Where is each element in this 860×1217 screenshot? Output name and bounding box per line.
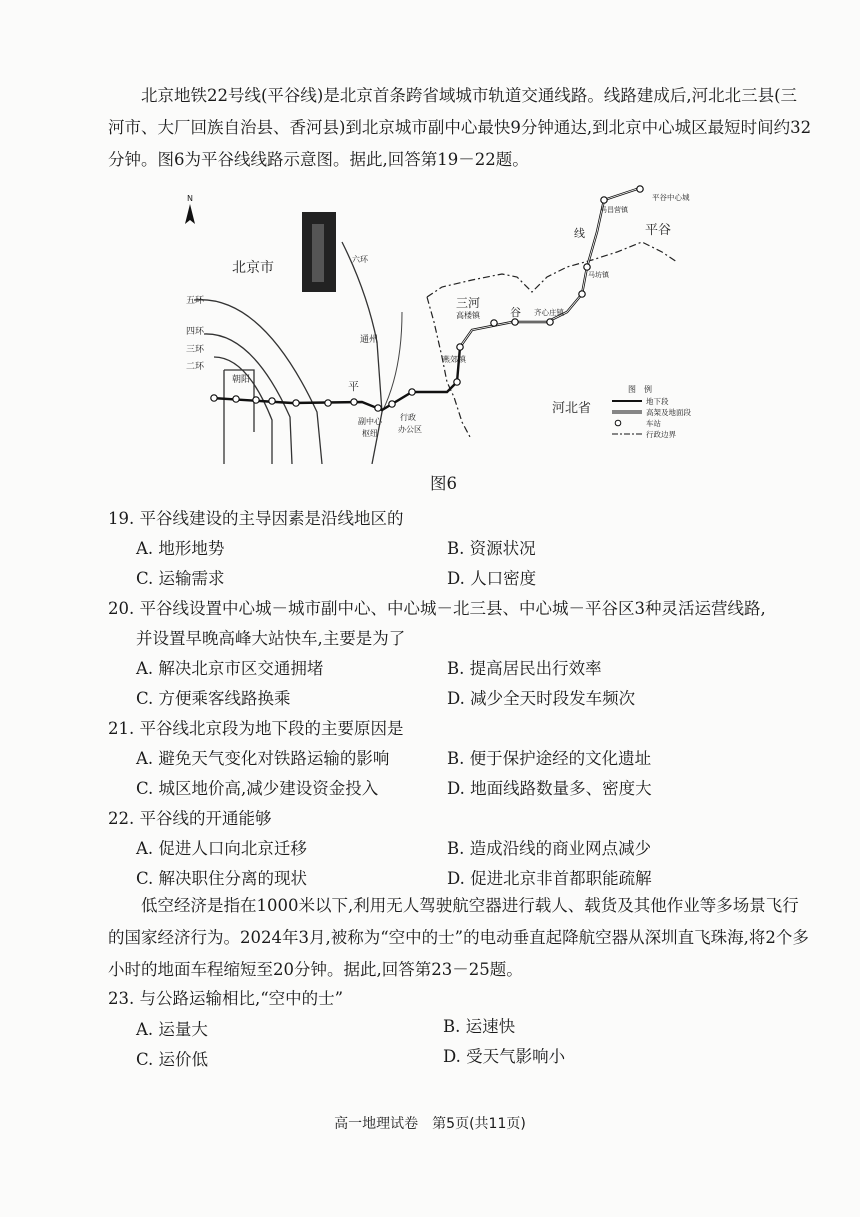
intro-paragraph [108, 80, 813, 176]
label-ping: 平 [348, 380, 359, 393]
label-tongzhou: 通州 [360, 335, 379, 345]
q21-option-d: D. 地面线路数量多、密度大 [447, 779, 652, 798]
q23-option-b: B. 运速快 [443, 1017, 516, 1036]
label-machangying: 马昌营镇 [600, 206, 628, 214]
legend-station: 车站 [646, 419, 661, 428]
q23-stem: 23. 与公路运输相比,“空中的士” [108, 989, 344, 1008]
label-beijing: 北京市 [232, 260, 274, 276]
q19-option-b: B. 资源状况 [447, 539, 536, 558]
q20-option-a: A. 解决北京市区交通拥堵 [136, 659, 324, 678]
ring-roads [194, 300, 322, 464]
north-arrow-icon [185, 194, 195, 224]
q20-option-b: B. 提高居民出行效率 [447, 659, 602, 678]
q22-option-a: A. 促进人口向北京迁移 [136, 839, 307, 858]
q21-option-b: B. 便于保护途经的文化遗址 [447, 749, 652, 768]
pinggu-line-map [172, 182, 712, 464]
q21-stem: 21. 平谷线北京段为地下段的主要原因是 [108, 719, 404, 738]
label-sanhe: 三河 [456, 296, 481, 310]
q19-option-d: D. 人口密度 [447, 569, 537, 588]
legend-boundary: 行政边界 [646, 430, 676, 439]
legend-underground: 地下段 [646, 397, 669, 406]
q23-option-c: C. 运价低 [136, 1050, 209, 1069]
label-chaoyang: 朝阳 [232, 375, 251, 385]
q20-option-c: C. 方便乘客线路换乘 [136, 689, 291, 708]
north-label: N [187, 194, 193, 203]
label-xingzheng: 行政 [400, 413, 416, 422]
q23-option-a: A. 运量大 [136, 1020, 208, 1039]
label-yanjiao: 燕郊镇 [442, 355, 466, 364]
q22-option-b: B. 造成沿线的商业网点减少 [447, 839, 652, 858]
label-qixinzhuang: 齐心庄镇 [534, 308, 564, 317]
label-gaolou: 高楼镇 [456, 311, 480, 320]
q22-stem: 22. 平谷线的开通能够 [108, 809, 272, 828]
label-ring5: 五环 [186, 296, 205, 306]
label-bangongqu: 办公区 [398, 425, 422, 434]
q19-option-c: C. 运输需求 [136, 569, 225, 588]
q21-option-c: C. 城区地价高,减少建设资金投入 [136, 779, 379, 798]
q23-option-d: D. 受天气影响小 [443, 1047, 566, 1066]
q20-option-d: D. 减少全天时段发车频次 [447, 689, 636, 708]
q19-stem: 19. 平谷线建设的主导因素是沿线地区的 [108, 509, 404, 528]
label-shuniu: 枢纽 [362, 429, 378, 438]
label-mafang: 马坊镇 [588, 271, 609, 279]
page-footer: 高一地理试卷 第5页(共11页) [334, 1116, 526, 1132]
legend-elevated: 高架及地面段 [646, 408, 691, 417]
label-ring6: 六环 [352, 255, 368, 264]
q19-option-a: A. 地形地势 [136, 539, 225, 558]
label-ring4: 四环 [186, 327, 205, 337]
label-ring2: 二环 [186, 362, 205, 372]
legend-title: 图 例 [628, 385, 652, 394]
rail-line-underground [212, 189, 637, 410]
intro2-paragraph [108, 890, 813, 986]
label-pinggu: 平谷 [645, 223, 672, 238]
map-legend [612, 384, 691, 439]
label-ring3: 三环 [186, 345, 205, 355]
label-pinggu-center: 平谷中心城 [652, 193, 690, 202]
label-hebei: 河北省 [552, 401, 592, 416]
label-fuzhongxin: 副中心 [358, 417, 382, 426]
label-gu: 谷 [510, 306, 521, 319]
intro-text: 北京地铁22号线(平谷线)是北京首条跨省域城市轨道交通线路。线路建成后,河北北三县(三河市、大厂回族自治县、香河县)到北京城市副中心最快9分钟通达,到北京中心城区最短时间约32分钟。图6为平谷线线路示意图。据此,回答第19－22题。 [108, 86, 812, 169]
q22-option-c: C. 解决职住分离的现状 [136, 869, 308, 888]
q21-option-a: A. 避免天气变化对铁路运输的影响 [136, 749, 390, 768]
label-xian: 线 [574, 227, 585, 240]
q20-stem: 20. 平谷线设置中心城－城市副中心、中心城－北三县、中心城－平谷区3种灵活运营线路, [108, 599, 766, 618]
q22-option-d: D. 促进北京非首都职能疏解 [447, 869, 652, 888]
q20-stem-line2: 并设置早晚高峰大站快车,主要是为了 [136, 629, 406, 648]
figure-caption: 图6 [430, 474, 457, 493]
intro2-text: 低空经济是指在1000米以下,利用无人驾驶航空器进行载人、载货及其他作业等多场景飞行的国家经济行为。2024年3月,被称为“空中的士”的电动垂直起降航空器从深圳直飞珠海,将2个多小时的地面车程缩短至20分钟。据此,回答第23－25题。 [108, 896, 809, 979]
